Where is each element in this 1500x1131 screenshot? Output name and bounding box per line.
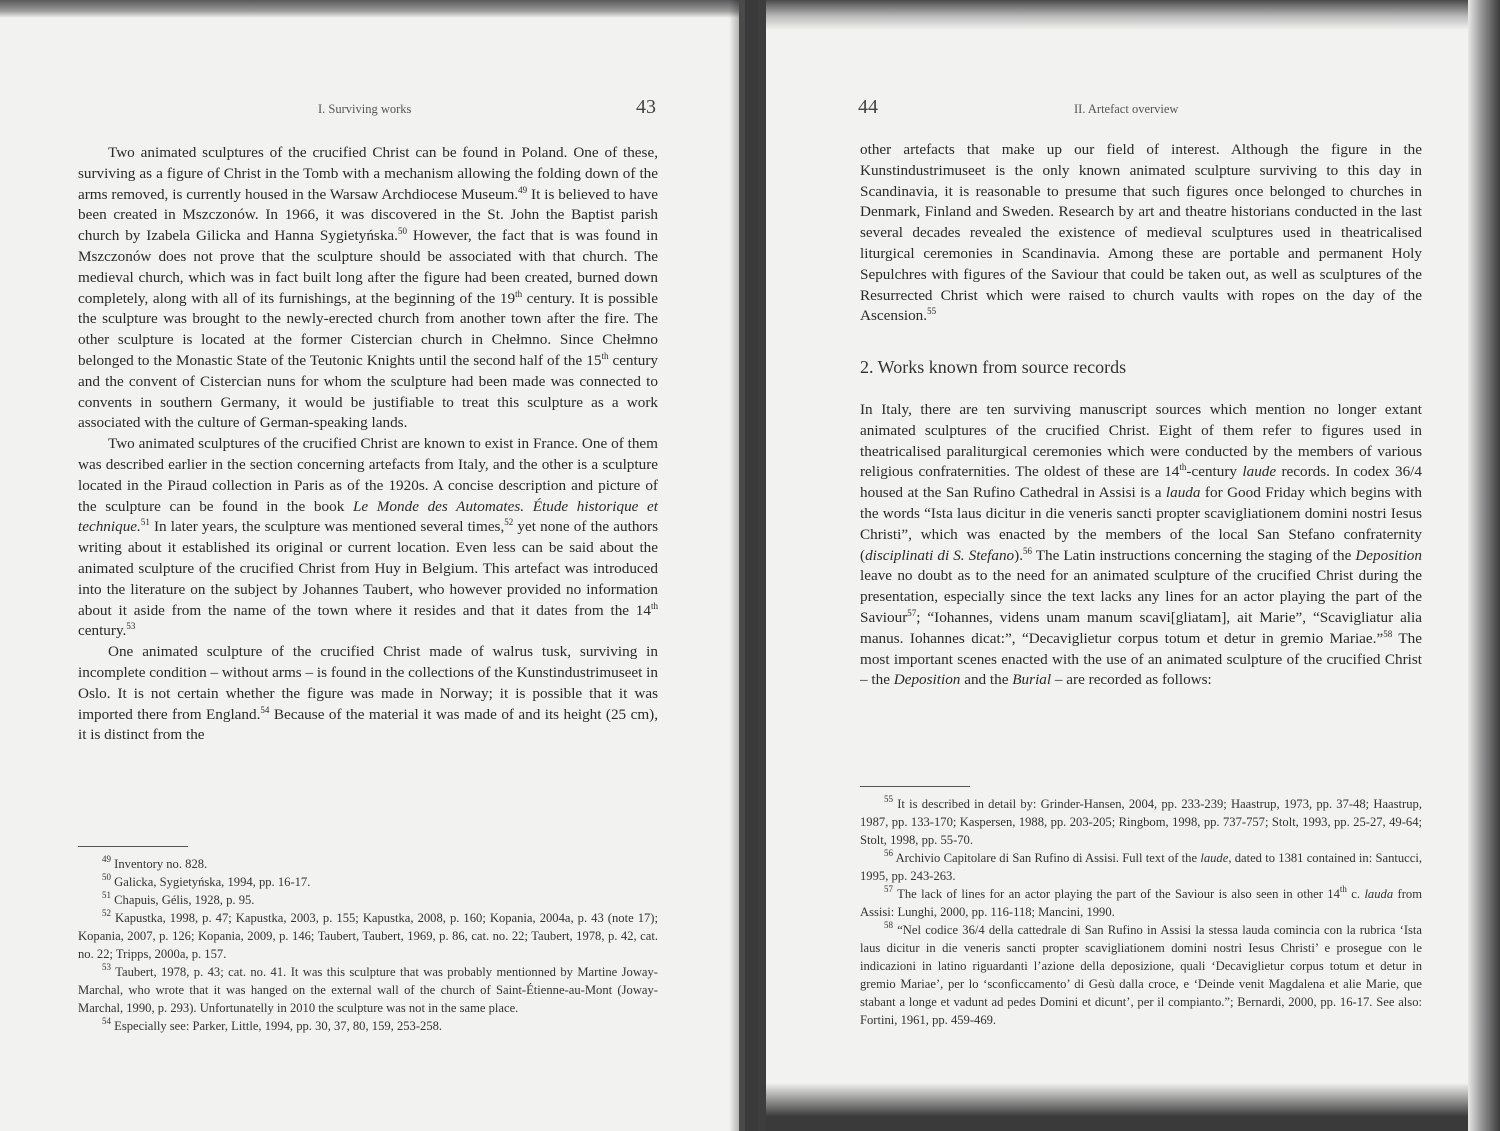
footnote: $^{53}$ Taubert, 1978, p. 43; cat. no. 41. It was this sculpture that was probably mentionned by Martine Joway-Marchal, who wrote that it was hanged on the external wall of the church of Saint-Étienne-au-Mont (Joway-Marchal, 1990, p. 293). Unfortunatelly in 2010 the sculpture was not in the same place. (78, 962, 658, 1015)
left-footnotes (78, 832, 658, 1035)
footnote-ref[interactable]: 57 (907, 607, 917, 618)
footnote: $^{58}$ “Nel codice 36/4 della cattedrale di San Rufino in Assisi la stessa lauda comincia con la rubrica ‘Ista laus dicitur in die veneris sancti propter scavigliationem domini nostri Iesus Christi’ e prosegue con le indicazioni in latino riguardanti l’azione della deposizione, quali ‘Decaviglietur corpus totum et detur in gremio Mariae’, per lo ‘sconficcamento’ di Gesù dalla croce, e ‘Deinde venit Magdalena et alie Marie, que stabant a longe et vadunt ad pedes Domini et dicunt’, per il compianto.”; Bernardi, 2000, pp. 16-17. See also: Fortini, 1961, pp. 459-469. (860, 920, 1422, 1027)
footnote-ref[interactable]: 58 (1383, 628, 1393, 639)
paragraph: other artefacts that make up our field of interest. Although the figure in the Kunstindustrimuseet is the only known animated sculpture surviving to this day in Scandinavia, it is reasonable to presume that such figures once belonged to churches in Denmark, Finland and Sweden. Research by art and theatre historians conducted in the last several decades revealed the existence of medieval sculptures used in theatricalised liturgical ceremonies in Scandinavia. Among these are portable and permanent Holy Sepulchres with figures of the Saviour that could be taken out, as well as sculptures of the Resurrected Christ which were raised to church vaults with ropes on the day of the Ascension.$^{55}$ (860, 141, 1422, 325)
footnote: $^{51}$ Chapuis, Gélis, 1928, p. 95. (102, 890, 255, 907)
footnote: $^{50}$ Galicka, Sygietyńska, 1994, pp. 16-17. (102, 872, 311, 889)
footnote-ref[interactable]: 56 (1023, 545, 1033, 556)
right-footnotes (860, 772, 1422, 1029)
page-number: 43 (636, 96, 656, 118)
paragraph: Two animated sculptures of the crucified Christ can be found in Poland. One of these, surviving as a figure of Christ in the Tomb with a mechanism allowing the folding down of the arms removed, is currently housed in the Warsaw Archdiocese Museum.$^{49}$ It is believed to have been created in Mszczonów. In 1966, it was discovered in the St. John the Baptist parish church by Izabela Gilicka and Hanna Sygietyńska.$^{50}$ However, the fact that is was found in Mszczonów does not prove that the sculpture should be associated with that church. The medieval church, which was in fact built long after the figure had been created, burned down completely, along with all of its furnishings, at the beginning of the 19th century. It is possible the sculpture was brought to the newly-erected church from another town after the fire. The other sculpture is located at the former Cistercian church in Chełmno. Since Chełmno belonged to the Monastic State of the Teutonic Knights until the second half of the 15th century and the convent of Cistercian nuns for whom the sculpture had been made was connected to convents in southern Germany, it would be justifiable to treat this sculpture as a work associated with the culture of German-speaking lands. (78, 144, 659, 432)
footnote-ref[interactable]: 53 (126, 621, 136, 632)
page-edge-shadow (1468, 0, 1500, 1131)
left-page (0, 0, 745, 1131)
right-page (758, 0, 1500, 1131)
paragraph: One animated sculpture of the crucified Christ made of walrus tusk, surviving in incomplete condition – without arms – is found in the collections of the Kunstindustrimuseet in Oslo. It is not certain whether the figure was made in Norway; it is possible that it was imported there from England.$^{54}$ Because of the material it was made of and its height (25 cm), it is distinct from the (78, 643, 658, 744)
footnote-ref[interactable]: 52 (504, 517, 514, 528)
footnote-ref[interactable]: 51 (140, 517, 150, 528)
footnote-ref[interactable]: 50 (397, 226, 407, 237)
footnote-rule (78, 846, 188, 847)
right-body-text (860, 140, 1422, 691)
left-body-text (78, 143, 658, 746)
paragraph: Two animated sculptures of the crucified Christ are known to exist in France. One of them was described earlier in the section concerning artefacts from Italy, and the other is a sculpture located in the Piraud collection in Paris as of the 1920s. A concise description and picture of the sculpture can be found in the book Le Monde des Automates. Étude historique et technique.$^{51}$ In later years, the sculpture was mentioned several times,$^{52}$ yet none of the authors writing about it established its original or current location. Even less can be said about the animated sculpture of the crucified Christ from Huy in Belgium. This artefact was introduced into the literature on the subject by Johannes Taubert, who however provided no information about it aside from the name of the town where it resides and that it dates from the 14th century.$^{53}$ (78, 435, 659, 640)
page-number: 44 (858, 96, 878, 118)
running-head-title: I. Surviving works (318, 102, 412, 116)
footnote-ref[interactable]: 49 (518, 184, 528, 195)
footnote: $^{56}$ Archivio Capitolare di San Rufino di Assisi. Full text of the laude, dated to 1381 contained in: Santucci, 1995, pp. 243-263. (860, 848, 1422, 883)
footnote-ref[interactable]: 55 (927, 306, 937, 317)
left-running-header (0, 96, 739, 124)
footnote: $^{57}$ The lack of lines for an actor playing the part of the Saviour is also seen in other 14th c. lauda from Assisi: Lunghi, 2000, pp. 116-118; Mancini, 1990. (860, 884, 1422, 919)
running-head-title: II. Artefact overview (1074, 102, 1179, 116)
footnote: $^{55}$ It is described in detail by: Grinder-Hansen, 2004, pp. 233-239; Haastrup, 1973, pp. 37-48; Haastrup, 1987, pp. 133-170; Kaspersen, 1988, pp. 203-205; Ringbom, 1998, pp. 737-757; Stolt, 1993, pp. 25-27, 49-64; Stolt, 1998, pp. 55-70. (860, 794, 1422, 847)
footnote: $^{54}$ Especially see: Parker, Little, 1994, pp. 30, 37, 80, 159, 253-258. (102, 1016, 443, 1033)
footnote-rule (860, 786, 970, 787)
footnote: $^{52}$ Kapustka, 1998, p. 47; Kapustka, 2003, p. 155; Kapustka, 2008, p. 160; Kopania, 2004a, p. 43 (note 17); Kopania, 2007, p. 126; Kopania, 2009, p. 146; Taubert, Taubert, 1969, p. 86, cat. no. 22; Taubert, 1978, p. 42, cat. no. 22; Tripps, 2000a, p. 157. (78, 908, 658, 961)
paragraph: In Italy, there are ten surviving manuscript sources which mention no longer extant animated sculptures of the crucified Christ. Eight of them refer to figures used in theatricalised paraliturgical ceremonies which were conducted by the members of various religious confraternities. The oldest of these are 14th-century laude records. In codex 36/4 housed at the San Rufino Cathedral in Assisi is a lauda for Good Friday which begins with the words “Ista laus dicitur in die veneris sancti propter scavigliationem domini nostri Iesus Christi”, which was enacted by the members of the local San Stefano confraternity (disciplinati di S. Stefano).$^{56}$ The Latin instructions concerning the staging of the Deposition leave no doubt as to the need for an animated sculpture of the crucified Christ during the presentation, especially since the text lacks any lines for an actor playing the part of the Saviour$^{57}$; “Iohannes, videns unam manum scavi[gliatam], ait Marie”, “Scavigliatur alia manus. Iohannes dicat:”, “Decaviglietur corpus totum et detur in gremio Mariae.”$^{58}$ The most important scenes enacted with the use of an animated sculpture of the crucified Christ – the Deposition and the Burial – are recorded as follows: (860, 400, 1423, 689)
section-heading: 2. Works known from source records (860, 357, 1127, 378)
footnote: $^{49}$ Inventory no. 828. (102, 854, 208, 871)
right-running-header (766, 96, 1500, 124)
footnote-ref[interactable]: 54 (260, 704, 270, 715)
